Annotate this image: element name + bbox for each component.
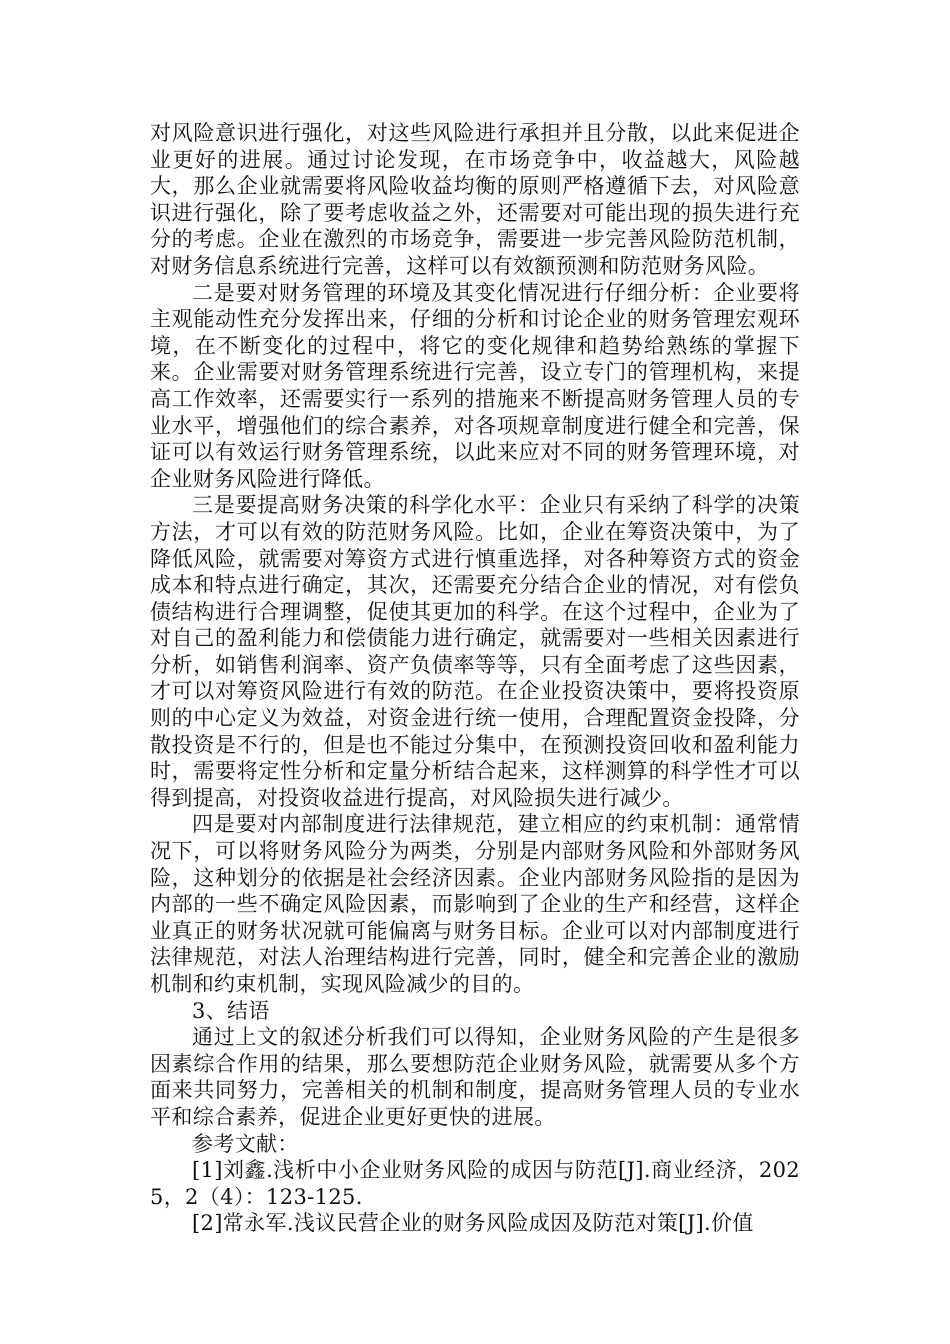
document-body xyxy=(150,120,800,1237)
paragraph-risk-awareness: 对风险意识进行强化，对这些风险进行承担并且分散，以此来促进企业更好的进展。通过讨论发现，在市场竞争中，收益越大，风险越大，那么企业就需要将风险收益均衡的原则严格遵循下去，对风险意识进行强化，除了要考虑收益之外，还需要对可能出现的损失进行充分的考虑。企业在激烈的市场竞争，需要进一步完善风险防范机制，对财务信息系统进行完善，这样可以有效额预测和防范财务风险。 xyxy=(150,121,800,278)
section-heading-conclusion: 3、结语 xyxy=(192,998,270,1023)
reference-item-1: [1]刘鑫.浅析中小企业财务风险的成因与防范[J].商业经济，2025，2（4）：123-125. xyxy=(150,1158,800,1209)
paragraph-conclusion: 通过上文的叙述分析我们可以得知，企业财务风险的产生是很多因素综合作用的结果，那么要想防范企业财务风险，就需要从多个方面来共同努力，完善相关的机制和制度，提高财务管理人员的专业水平和综合素养，促进企业更好更快的进展。 xyxy=(150,1025,800,1129)
reference-item-2: [2]常永军.浅议民营企业的财务风险成因及防范对策[J].价值 xyxy=(192,1211,754,1236)
paragraph-environment-analysis: 二是要对财务管理的环境及其变化情况进行仔细分析：企业要将主观能动性充分发挥出来，仔细的分析和讨论企业的财务管理宏观环境，在不断变化的过程中，将它的变化规律和趋势给熟练的掌握下来。企业需要对财务管理系统进行完善，设立专门的管理机构，来提高工作效率，还需要实行一系列的措施来不断提高财务管理人员的专业水平，增强他们的综合素养，对各项规章制度进行健全和完善，保证可以有效运行财务管理系统，以此来应对不同的财务管理环境，对企业财务风险进行降低。 xyxy=(150,280,800,491)
paragraph-internal-system: 四是要对内部制度进行法律规范，建立相应的约束机制：通常情况下，可以将财务风险分为两类，分别是内部财务风险和外部财务风险，这种划分的依据是社会经济因素。企业内部财务风险指的是因为内部的一些不确定风险因素，而影响到了企业的生产和经营，这样企业真正的财务状况就可能偏离与财务目标。企业可以对内部制度进行法律规范，对法人治理结构进行完善，同时，健全和完善企业的激励机制和约束机制，实现风险减少的目的。 xyxy=(150,812,800,996)
references-heading: 参考文献： xyxy=(192,1131,299,1156)
paragraph-decision-science: 三是要提高财务决策的科学化水平：企业只有采纳了科学的决策方法，才可以有效的防范财务风险。比如，企业在筹资决策中，为了降低风险，就需要对筹资方式进行慎重选择，对各种筹资方式的资金成本和特点进行确定，其次，还需要充分结合企业的情况，对有偿负债结构进行合理调整，促使其更加的科学。在这个过程中，企业为了对自己的盈利能力和偿债能力进行确定，就需要对一些相关因素进行分析，如销售利润率、资产负债率等等，只有全面考虑了这些因素，才可以对筹资风险进行有效的防范。在企业投资决策中，要将投资原则的中心定义为效益，对资金进行统一使用，合理配置资金投降，分散投资是不行的，但是也不能过分集中，在预测投资回收和盈利能力时，需要将定性分析和定量分析结合起来，这样测算的科学性才可以得到提高，对投资收益进行提高，对风险损失进行减少。 xyxy=(150,493,800,810)
